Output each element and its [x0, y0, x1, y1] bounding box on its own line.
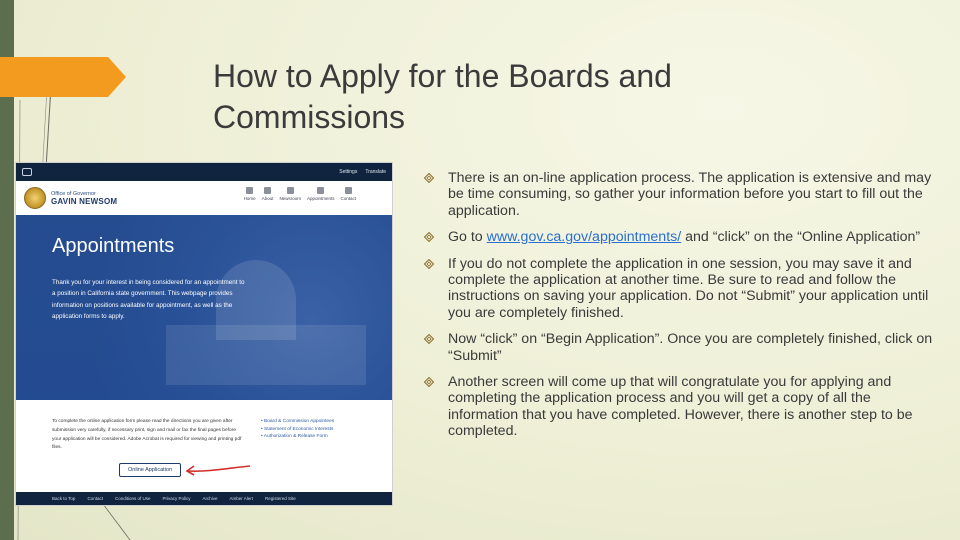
nav-label: Contact [340, 196, 356, 201]
hero-title: Appointments [52, 235, 175, 257]
bullet-item [420, 331, 940, 364]
diamond-bullet-icon [424, 377, 434, 387]
bullet-text: If you do not complete the application in one session, you may save it and complete the application at another time. Be sure to read and follow the instructions on saving your application. Do not “Submit” your application until you are completely finished. [448, 255, 929, 321]
megaphone-icon [287, 187, 294, 194]
bullet-text: Now “click” on “Begin Application”. Once you are completely finished, click on “Submit” [448, 331, 933, 364]
link-economic-interests[interactable]: • Statement of Economic Interests [261, 426, 334, 432]
footer-link-privacy[interactable]: Privacy Policy [162, 496, 191, 501]
nav-label: Appointments [306, 196, 335, 201]
footer-link-archive[interactable]: Archive [202, 496, 218, 501]
nav-label: About [261, 196, 274, 201]
diamond-bullet-icon [424, 232, 434, 242]
nav-item-contact[interactable] [340, 187, 356, 201]
diamond-bullet-icon [424, 173, 434, 183]
link-label: Board & Commission Appointees [264, 419, 335, 424]
appointments-hero [16, 215, 393, 400]
slide-title-line2: Commissions [213, 99, 406, 135]
screenshot-topbar [16, 163, 392, 181]
link-label: Authorization & Release Form [263, 434, 328, 439]
bullet-text-prefix: Go to [448, 229, 487, 246]
topbar-settings-link[interactable]: Settings [339, 169, 358, 175]
bullet-text: There is an on-line application process. The application is extensive and may be time consuming, so gather your information before you start to fill out the application. [448, 170, 932, 219]
link-label: Statement of Economic Interests [264, 426, 334, 432]
nav-label: Home [243, 196, 256, 201]
link-appointees[interactable]: • Board & Commission Appointees [261, 419, 335, 424]
nav-label: Newsroom [279, 196, 301, 201]
footer-link-contact[interactable]: Contact [87, 496, 103, 501]
screenshot-nav [244, 187, 356, 201]
appointments-url-link[interactable]: www.gov.ca.gov/appointments/ [486, 229, 682, 246]
slide-title-line1: How to Apply for the Boards and [213, 58, 672, 94]
ca-logo-icon [22, 168, 32, 176]
related-links [261, 418, 371, 441]
orange-tab-shape [0, 57, 126, 97]
link-release-form[interactable]: • Authorization & Release Form [261, 434, 328, 439]
footer-link-amber-alert[interactable]: Amber Alert [229, 496, 254, 501]
home-icon [246, 187, 253, 194]
capitol-building-image [166, 325, 366, 385]
mail-icon [345, 187, 352, 194]
bullet-item [420, 256, 940, 322]
nav-item-about[interactable] [262, 187, 274, 201]
bullet-text-suffix: and “click” on the “Online Application” [681, 229, 921, 246]
office-of-governor-label: Office of Governor [51, 191, 96, 197]
slide-title [213, 56, 853, 138]
nav-item-appointments[interactable] [307, 187, 335, 201]
instruction-bullets [420, 170, 940, 450]
governor-seal-icon [24, 187, 46, 209]
footer-link-back-to-top[interactable]: Back to Top [52, 496, 76, 501]
diamond-bullet-icon [424, 334, 434, 344]
nav-item-home[interactable] [244, 187, 256, 201]
people-icon [317, 187, 324, 194]
application-section [16, 400, 393, 494]
red-arrow-icon [184, 458, 254, 480]
screenshot-footer [16, 492, 393, 505]
appointments-page-screenshot [15, 162, 393, 506]
person-icon [264, 187, 271, 194]
bullet-item [420, 374, 940, 440]
footer-link-registered[interactable]: Registered Site [265, 496, 296, 501]
bullet-item [420, 170, 940, 219]
screenshot-header [16, 181, 392, 215]
topbar-translate-link[interactable]: Translate [365, 169, 386, 175]
application-instructions: To complete the online application form please read the directions you are given after submission very carefully, if necessary print, sign and mail or fax the final pages before your application will be considered. Adobe Acrobat is required for viewing and printing pdf files. [52, 419, 242, 451]
footer-link-conditions[interactable]: Conditions of Use [114, 496, 151, 501]
diamond-bullet-icon [424, 259, 434, 269]
governor-name: GAVIN NEWSOM [51, 197, 118, 206]
hero-intro-text: Thank you for your interest in being considered for an appointment to a position in California state government. This webpage provides information on positions available for appointment, as well as the application forms to apply. [52, 279, 245, 320]
online-application-button[interactable]: Online Application [119, 463, 181, 477]
nav-item-newsroom[interactable] [279, 187, 301, 201]
bullet-text: Another screen will come up that will congratulate you for applying and completing the application process and you will get a copy of all the information that you have completed. However, there is another step to be completed. [448, 374, 913, 440]
bullet-item [420, 229, 940, 245]
